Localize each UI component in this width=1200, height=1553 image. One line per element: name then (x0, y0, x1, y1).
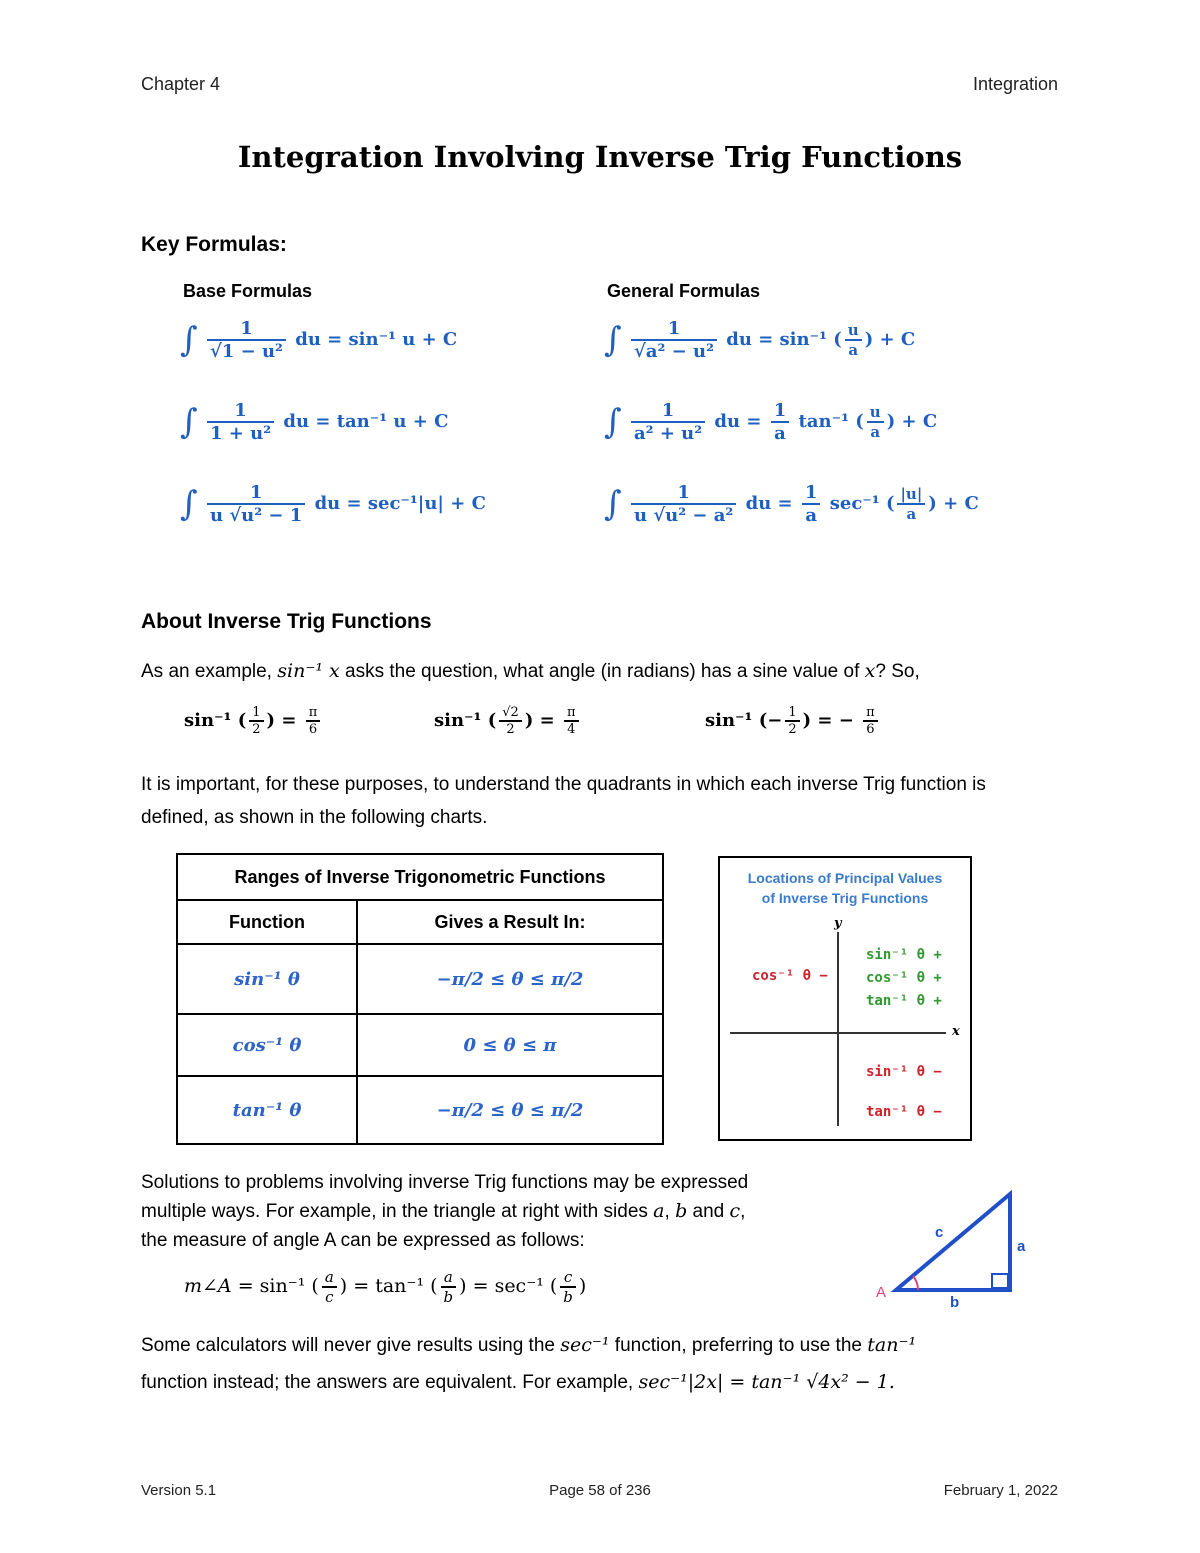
formula-numerator: 1 (631, 482, 736, 505)
sep: , (740, 1201, 746, 1222)
about-var: x (864, 660, 876, 682)
angle-num: a (441, 1268, 457, 1288)
about-paragraph (141, 655, 1071, 688)
angle-den: b (443, 1288, 454, 1306)
header-chapter: Chapter 4 (141, 74, 221, 94)
angle-fn: tan⁻¹ (375, 1275, 425, 1297)
important-paragraph: It is important, for these purposes, to understand the quadrants in which each inverse Trig function is defined, as shown in the following charts. (141, 774, 986, 828)
general-formulas-heading: General Formulas (607, 281, 761, 301)
formula-denominator: u √u² − a² (634, 505, 734, 526)
formula-denominator: u √u² − 1 (210, 505, 303, 526)
formula-denominator: a² + u² (634, 423, 703, 444)
about-fn: sin⁻¹ x (277, 660, 340, 682)
formula-rhs: du = tan⁻¹ u + C (283, 411, 449, 432)
angle-lhs: m∠A = (184, 1275, 254, 1297)
example-arg-num: 1 (249, 705, 263, 722)
calc-text: function, preferring to use the (609, 1335, 868, 1356)
calc-text: Some calculators will never give results using the (141, 1335, 561, 1356)
table-row (177, 1014, 663, 1076)
example-fn: sin⁻¹ (434, 710, 482, 731)
principal-title-line: Locations of Principal Values (747, 870, 943, 886)
general-formula-2: ∫ $\frac{1}{\text{a² + u²}}$ du = $\frac{1}{a}$ tan⁻¹ ( $\frac{u}{a}$ ) + C (604, 400, 938, 444)
header-section: Integration (972, 74, 1058, 94)
example-arg-num: 1 (785, 705, 799, 722)
sep: and (687, 1201, 730, 1222)
formula-function: tan⁻¹ (798, 411, 849, 432)
formula-constant: + C (901, 411, 938, 432)
inner-numerator: u (867, 403, 884, 423)
page-title: Integration Involving Inverse Trig Functions (237, 140, 963, 174)
example-fn: sin⁻¹ (705, 710, 753, 731)
angle-den: b (563, 1288, 573, 1306)
col-header-result: Gives a Result In: (357, 900, 663, 944)
triangle-label-a: a (1017, 1238, 1026, 1255)
sep: , (664, 1201, 676, 1222)
q4-label: sin⁻¹ θ − (866, 1064, 942, 1080)
q2-label: cos⁻¹ θ − (752, 968, 828, 984)
angle-num: a (322, 1268, 337, 1288)
base-formula-3: ∫ $\frac{1}{\text{u √u² − 1}}$ du = sec⁻¹|u| + C (180, 482, 486, 526)
q4-label: tan⁻¹ θ − (866, 1104, 942, 1120)
general-formula-3: ∫ $\frac{1}{\text{u √u² − a²}}$ du = $\frac{1}{a}$ sec⁻¹ ( $\frac{|u|}{a}$ ) + C (604, 482, 979, 526)
footer-page: Page 58 of 236 (549, 1482, 651, 1499)
inner-numerator: |u| (897, 485, 925, 505)
formula-rhs: du = sin⁻¹ (726, 329, 827, 350)
row-function: tan⁻¹ θ (177, 1076, 357, 1144)
calc-text: function instead; the answers are equivalent. For example, (141, 1372, 639, 1393)
base-formula-1: ∫ $\frac{1}{\text{√1 − u²}}$ du = sin⁻¹ u + C (180, 318, 458, 362)
solutions-line: multiple ways. For example, in the triangle at right with sides (141, 1201, 654, 1222)
example-arg-num: √2 (499, 705, 522, 722)
inner-denominator: a (906, 505, 917, 523)
ranges-table (176, 853, 664, 1145)
row-function: cos⁻¹ θ (177, 1014, 357, 1076)
angle-fn: sin⁻¹ (259, 1275, 306, 1297)
right-angle-marker (992, 1274, 1008, 1288)
example-res-num: π (306, 705, 321, 722)
general-formula-1: ∫ $\frac{1}{\text{√a² − u²}}$ du = sin⁻¹ ( $\frac{u}{a}$ ) + C (604, 318, 916, 362)
example-fn: sin⁻¹ (184, 710, 232, 731)
angle-eq: = (353, 1275, 370, 1297)
example-arg-den: 2 (506, 722, 515, 737)
example-eq: = (539, 710, 555, 731)
base-formulas-heading: Base Formulas (183, 281, 313, 301)
right-triangle-diagram (860, 1180, 1060, 1320)
calculators-paragraph (141, 1327, 1071, 1401)
coef-numerator: 1 (802, 482, 821, 505)
calc-fn: tan⁻¹ (867, 1334, 917, 1356)
formula-denominator: √a² − u² (634, 341, 714, 362)
example-res-den: 6 (866, 722, 875, 737)
inner-denominator: a (870, 423, 881, 441)
formula-constant: + C (879, 329, 916, 350)
row-range: 0 ≤ θ ≤ π (357, 1014, 663, 1076)
triangle-label-angle-A: A (876, 1284, 887, 1301)
example-2: sin⁻¹ ( $\frac{√2}{2}$ ) = $\frac{\pi}{4}$ (434, 705, 582, 737)
base-formula-2: ∫ $\frac{1}{\text{1 + u²}}$ du = tan⁻¹ u + C (180, 400, 449, 444)
formula-numerator: 1 (631, 400, 705, 423)
solutions-line: the measure of angle A can be expressed as follows: (141, 1230, 585, 1251)
formula-rhs: du = sin⁻¹ u + C (295, 329, 458, 350)
formula-numerator: 1 (207, 400, 274, 423)
inner-numerator: u (845, 321, 862, 341)
angle-den: c (325, 1288, 334, 1306)
col-header-function: Function (177, 900, 357, 944)
triangle-label-c: c (935, 1224, 944, 1241)
table-row (177, 1076, 663, 1144)
example-eq: = − (817, 710, 854, 731)
y-axis-label: y (834, 916, 842, 931)
q1-labels (866, 944, 942, 1013)
formula-denominator: 1 + u² (210, 423, 272, 444)
about-text: asks the question, what angle (in radians) has a sine value of (339, 661, 865, 682)
solutions-line: Solutions to problems involving inverse Trig functions may be expressed (141, 1172, 749, 1193)
principal-values-box (718, 856, 972, 1141)
formula-numerator: 1 (207, 482, 305, 505)
about-heading: About Inverse Trig Functions (141, 610, 432, 633)
formula-rhs: du = (714, 411, 762, 432)
example-res-den: 6 (308, 722, 318, 737)
example-arg-den: 2 (252, 722, 261, 737)
row-range: −π/2 ≤ θ ≤ π/2 (357, 1076, 663, 1144)
example-res-den: 4 (567, 722, 576, 737)
coef-denominator: a (774, 423, 786, 444)
angle-num: c (560, 1268, 576, 1288)
calc-fn: sec⁻¹ (560, 1334, 610, 1356)
example-eq: = (281, 710, 297, 731)
angle-fn: sec⁻¹ (494, 1275, 544, 1297)
principal-title-line: of Inverse Trig Functions (761, 890, 929, 906)
q4-labels (866, 1052, 942, 1132)
side-a: a (653, 1200, 665, 1222)
solutions-paragraph (141, 1168, 861, 1255)
formula-rhs: du = sec⁻¹|u| + C (314, 493, 486, 514)
side-c: c (729, 1200, 741, 1222)
formula-numerator: 1 (631, 318, 717, 341)
angle-expression: m∠A = sin⁻¹ ( $\frac{a}{c}$ ) = tan⁻¹ ( $\frac{a}{b}$ ) = sec⁻¹ ( $\frac{c}{b}$ ) (184, 1268, 587, 1306)
inner-denominator: a (848, 341, 859, 359)
angle-eq: = (472, 1275, 489, 1297)
q1-label: tan⁻¹ θ + (866, 993, 942, 1009)
coef-numerator: 1 (771, 400, 790, 423)
about-text: ? So, (875, 661, 920, 682)
example-1: sin⁻¹ ( $\frac{1}{2}$ ) = $\frac{\pi}{6}$ (184, 705, 323, 737)
key-formulas-heading: Key Formulas: (141, 233, 287, 256)
example-res-num: π (564, 705, 579, 722)
example-res-num: π (863, 705, 878, 722)
q1-label: cos⁻¹ θ + (866, 970, 942, 986)
row-range: −π/2 ≤ θ ≤ π/2 (357, 944, 663, 1014)
footer-date: February 1, 2022 (943, 1482, 1058, 1499)
x-axis-label: x (952, 1024, 960, 1039)
table-row (177, 944, 663, 1014)
formula-denominator: √1 − u² (210, 341, 283, 362)
angle-arc (913, 1276, 918, 1290)
formula-constant: + C (943, 493, 979, 514)
example-arg-den: 2 (788, 722, 797, 737)
formula-numerator: 1 (207, 318, 286, 341)
footer-version: Version 5.1 (141, 1482, 217, 1499)
triangle-label-b: b (950, 1294, 960, 1311)
formula-function: sec⁻¹ (829, 493, 880, 514)
formula-rhs: du = (745, 493, 793, 514)
q1-label: sin⁻¹ θ + (866, 947, 942, 963)
side-b: b (675, 1200, 688, 1222)
calc-expression: sec⁻¹|2x| = tan⁻¹ √4x² − 1. (638, 1371, 895, 1393)
coef-denominator: a (805, 505, 818, 526)
ranges-table-title: Ranges of Inverse Trigonometric Functions (177, 854, 663, 900)
about-text: As an example, (141, 661, 278, 682)
example-3: sin⁻¹ (− $\frac{1}{2}$ ) = − $\frac{\pi}{6}$ (705, 705, 881, 737)
example-arg-sign: − (767, 710, 783, 731)
row-function: sin⁻¹ θ (177, 944, 357, 1014)
